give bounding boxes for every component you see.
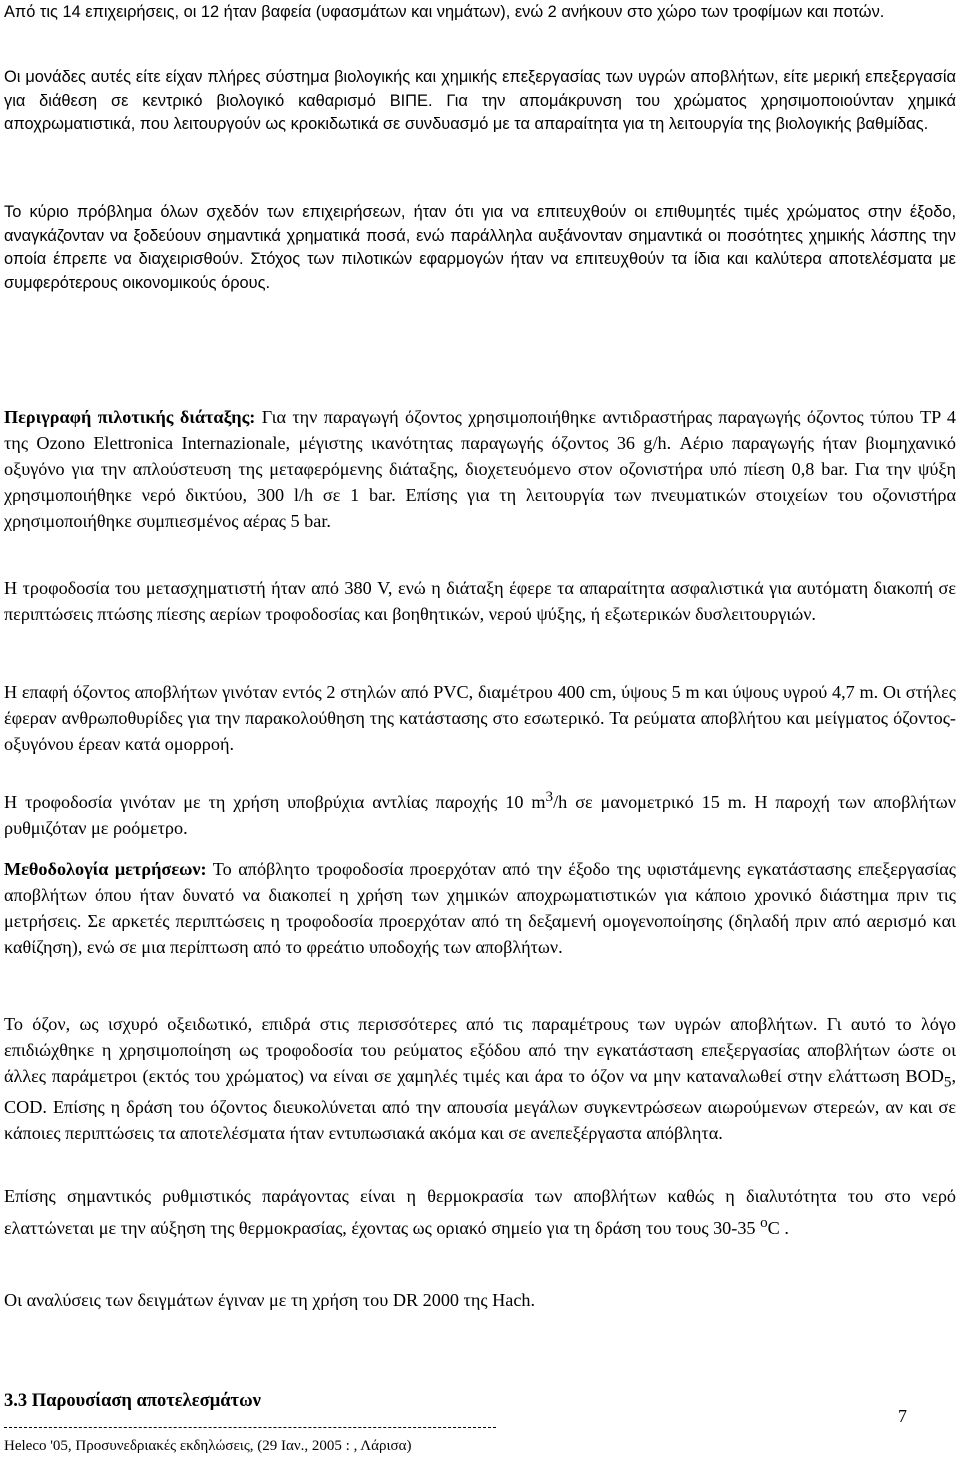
paragraph-main-problem: Το κύριο πρόβλημα όλων σχεδόν των επιχειρήσεων, ήταν ότι για να επιτευχθούν οι επιθυμητές τιμές χρώματος στην έξοδο, αναγκάζονταν να ξοδεύουν σημαντικά χρηματικά ποσά, ενώ παράλληλα αυξάνονταν σημαντικά οι ποσότητες χημικής λάσπης την οποία έπρεπε να διαχειρισθούν. Στόχος των πιλοτικών εφαρμογών ήταν να επιτευχθούν τα ίδια και καλύτερα αποτελέσματα με συμφερότερους οικονομικούς όρους. bbox=[4, 203, 956, 292]
feed-pump-text-start: Η τροφοδοσία γινόταν με τη χρήση υποβρύχια αντλίας παροχής 10 m bbox=[4, 792, 546, 813]
ozone-text-end: , COD. Επίσης η δράση του όζοντος διευκολύνεται από την απουσία μεγάλων συγκεντρώσεων αιωρούμενων στερεών, αν και σε κάποιες περιπτώσεις τα αποτελέσματα ήταν εντυπωσιακά ακόμα και σε ανεπεξέργαστα απόβλητα. bbox=[4, 1065, 956, 1144]
paragraph-power-supply: Η τροφοδοσία του μετασχηματιστή ήταν από 380 V, ενώ η διάταξη έφερε τα απαραίτητα ασφαλιστικά για αυτόματη διακοπή σε περιπτώσεις πτώσης πίεσης αερίων τροφοδοσίας και βοηθητικών, νερού ψύξης, ή εξωτερικών δυσλειτουργιών. bbox=[4, 578, 956, 624]
degree-superscript: o bbox=[760, 1213, 768, 1231]
footer-divider bbox=[4, 1427, 496, 1428]
measurement-method-label: Μεθοδολογία μετρήσεων: bbox=[4, 859, 207, 879]
cubic-superscript: 3 bbox=[545, 788, 554, 805]
feed-pump-text-end: /h σε μανομετρικό 15 m. Η παροχή των αποβλήτων ρυθμιζόταν με ροόμετρο. bbox=[4, 792, 956, 838]
paragraph-measurement-method bbox=[4, 857, 956, 961]
paragraph-companies-count: Από τις 14 επιχειρήσεις, οι 12 ήταν βαφεία (υφασμάτων και νημάτων), ενώ 2 ανήκουν στο χώρο των τροφίμων και ποτών. bbox=[4, 3, 885, 21]
paragraph-feed-pump bbox=[4, 784, 956, 842]
footer-text: Heleco '05, Προσυνεδριακές εκδηλώσεις, (29 Ιαν., 2005 : , Λάρισα) bbox=[4, 1438, 412, 1454]
measurement-method-text: Το απόβλητο τροφοδοσία προερχόταν από την έξοδο της υφιστάμενης εγκατάστασης επεξεργασίας αποβλήτων όπου ήταν δυνατό να διακοπεί η χρήση των χημικών αποχρωματιστικών για κάποιο χρονικό διάστημα πριν τις μετρήσεις. Σε αρκετές περιπτώσεις η τροφοδοσία προερχόταν από τη δεξαμενή ομογενοποίησης (δηλαδή πριν από αερισμό και καθίζηση), ενώ σε μια περίπτωση από το φρεάτιο υποδοχής των αποβλήτων. bbox=[4, 859, 956, 957]
paragraph-analyses: Οι αναλύσεις των δειγμάτων έγιναν με τη χρήση του DR 2000 της Hach. bbox=[4, 1290, 536, 1310]
paragraph-ozone-oxidant bbox=[4, 1012, 956, 1147]
bod-subscript: 5 bbox=[943, 1073, 952, 1091]
paragraph-pilot-description bbox=[4, 405, 956, 535]
ozone-text-start: Το όζον, ως ισχυρό οξειδωτικό, επιδρά στις περισσότερες από τις παραμέτρους των υγρών αποβλήτων. Γι αυτό το λόγο επιδιώχθηκε η χρησιμοποίηση ως τροφοδοσία του ρεύματος εξόδου από την εγκατάσταση επεξεργασίας αποβλήτων ώστε οι άλλες παράμετροι (εκτός του χρώματος) να είναι σε χαμηλές τιμές και άρα το όζον να μην καταναλωθεί στην ελάττωση BOD bbox=[4, 1014, 956, 1086]
paragraph-contact-columns: Η επαφή όζοντος αποβλήτων γινόταν εντός 2 στηλών από PVC, διαμέτρου 400 cm, ύψους 5 m και ύψους υγρού 4,7 m. Οι στήλες έφεραν ανθρωποθυρίδες για την παρακολούθηση της κατάστασης στο εσωτερικό. Τα ρεύματα αποβλήτου και μείγματος όζοντος-οξυγόνου έρεαν κατά ομορροή. bbox=[4, 682, 956, 754]
temperature-text-end: C . bbox=[767, 1217, 789, 1238]
pilot-description-label: Περιγραφή πιλοτικής διάταξης: bbox=[4, 407, 256, 427]
temperature-text-start: Επίσης σημαντικός ρυθμιστικός παράγοντας είναι η θερμοκρασία των αποβλήτων καθώς η διαλυτότητα του στο νερό ελαττώνεται με την αύξηση της θερμοκρασίας, έχοντας ως οριακό σημείο για τη δράση του τους 30-35 bbox=[4, 1186, 956, 1238]
paragraph-temperature bbox=[4, 1184, 956, 1242]
section-heading: 3.3 Παρουσίαση αποτελεσμάτων bbox=[4, 1391, 261, 1411]
pilot-description-text: Για την παραγωγή όζοντος χρησιμοποιήθηκε αντιδραστήρας παραγωγής όζοντος τύπου TP 4 της Ozono Elettronica Internazionale, μέγιστης ικανότητας παραγωγής όζοντος 36 g/h. Αέριο παραγωγής ήταν βιομηχανικό οξυγόνο για την απλούστευση της μεταφερόμενης διάταξης, διοχετευόμενο στον οζονιστήρα υπό πίεση 0,8 bar. Για την ψύξη χρησιμοποιήθηκε νερό δικτύου, 300 l/h σε 1 bar. Επίσης για τη λειτουργία των πνευματικών στοιχείων του οζονιστήρα χρησιμοποιήθηκε συμπιεσμένος αέρας 5 bar. bbox=[4, 407, 956, 531]
paragraph-treatment-systems: Οι μονάδες αυτές είτε είχαν πλήρες σύστημα βιολογικής και χημικής επεξεργασίας των υγρών αποβλήτων, είτε μερική επεξεργασία για διάθεση σε κεντρικό βιολογικό καθαρισμό ΒΙΠΕ. Για την απομάκρυνση του χρώματος χρησιμοποιούνταν χημικά αποχρωματιστικά, που λειτουργούν ως κροκιδωτικά σε συνδυασμό με τα απαραίτητα για τη λειτουργία της βιολογικής βαθμίδας. bbox=[4, 68, 956, 134]
page-number: 7 bbox=[898, 1406, 907, 1426]
